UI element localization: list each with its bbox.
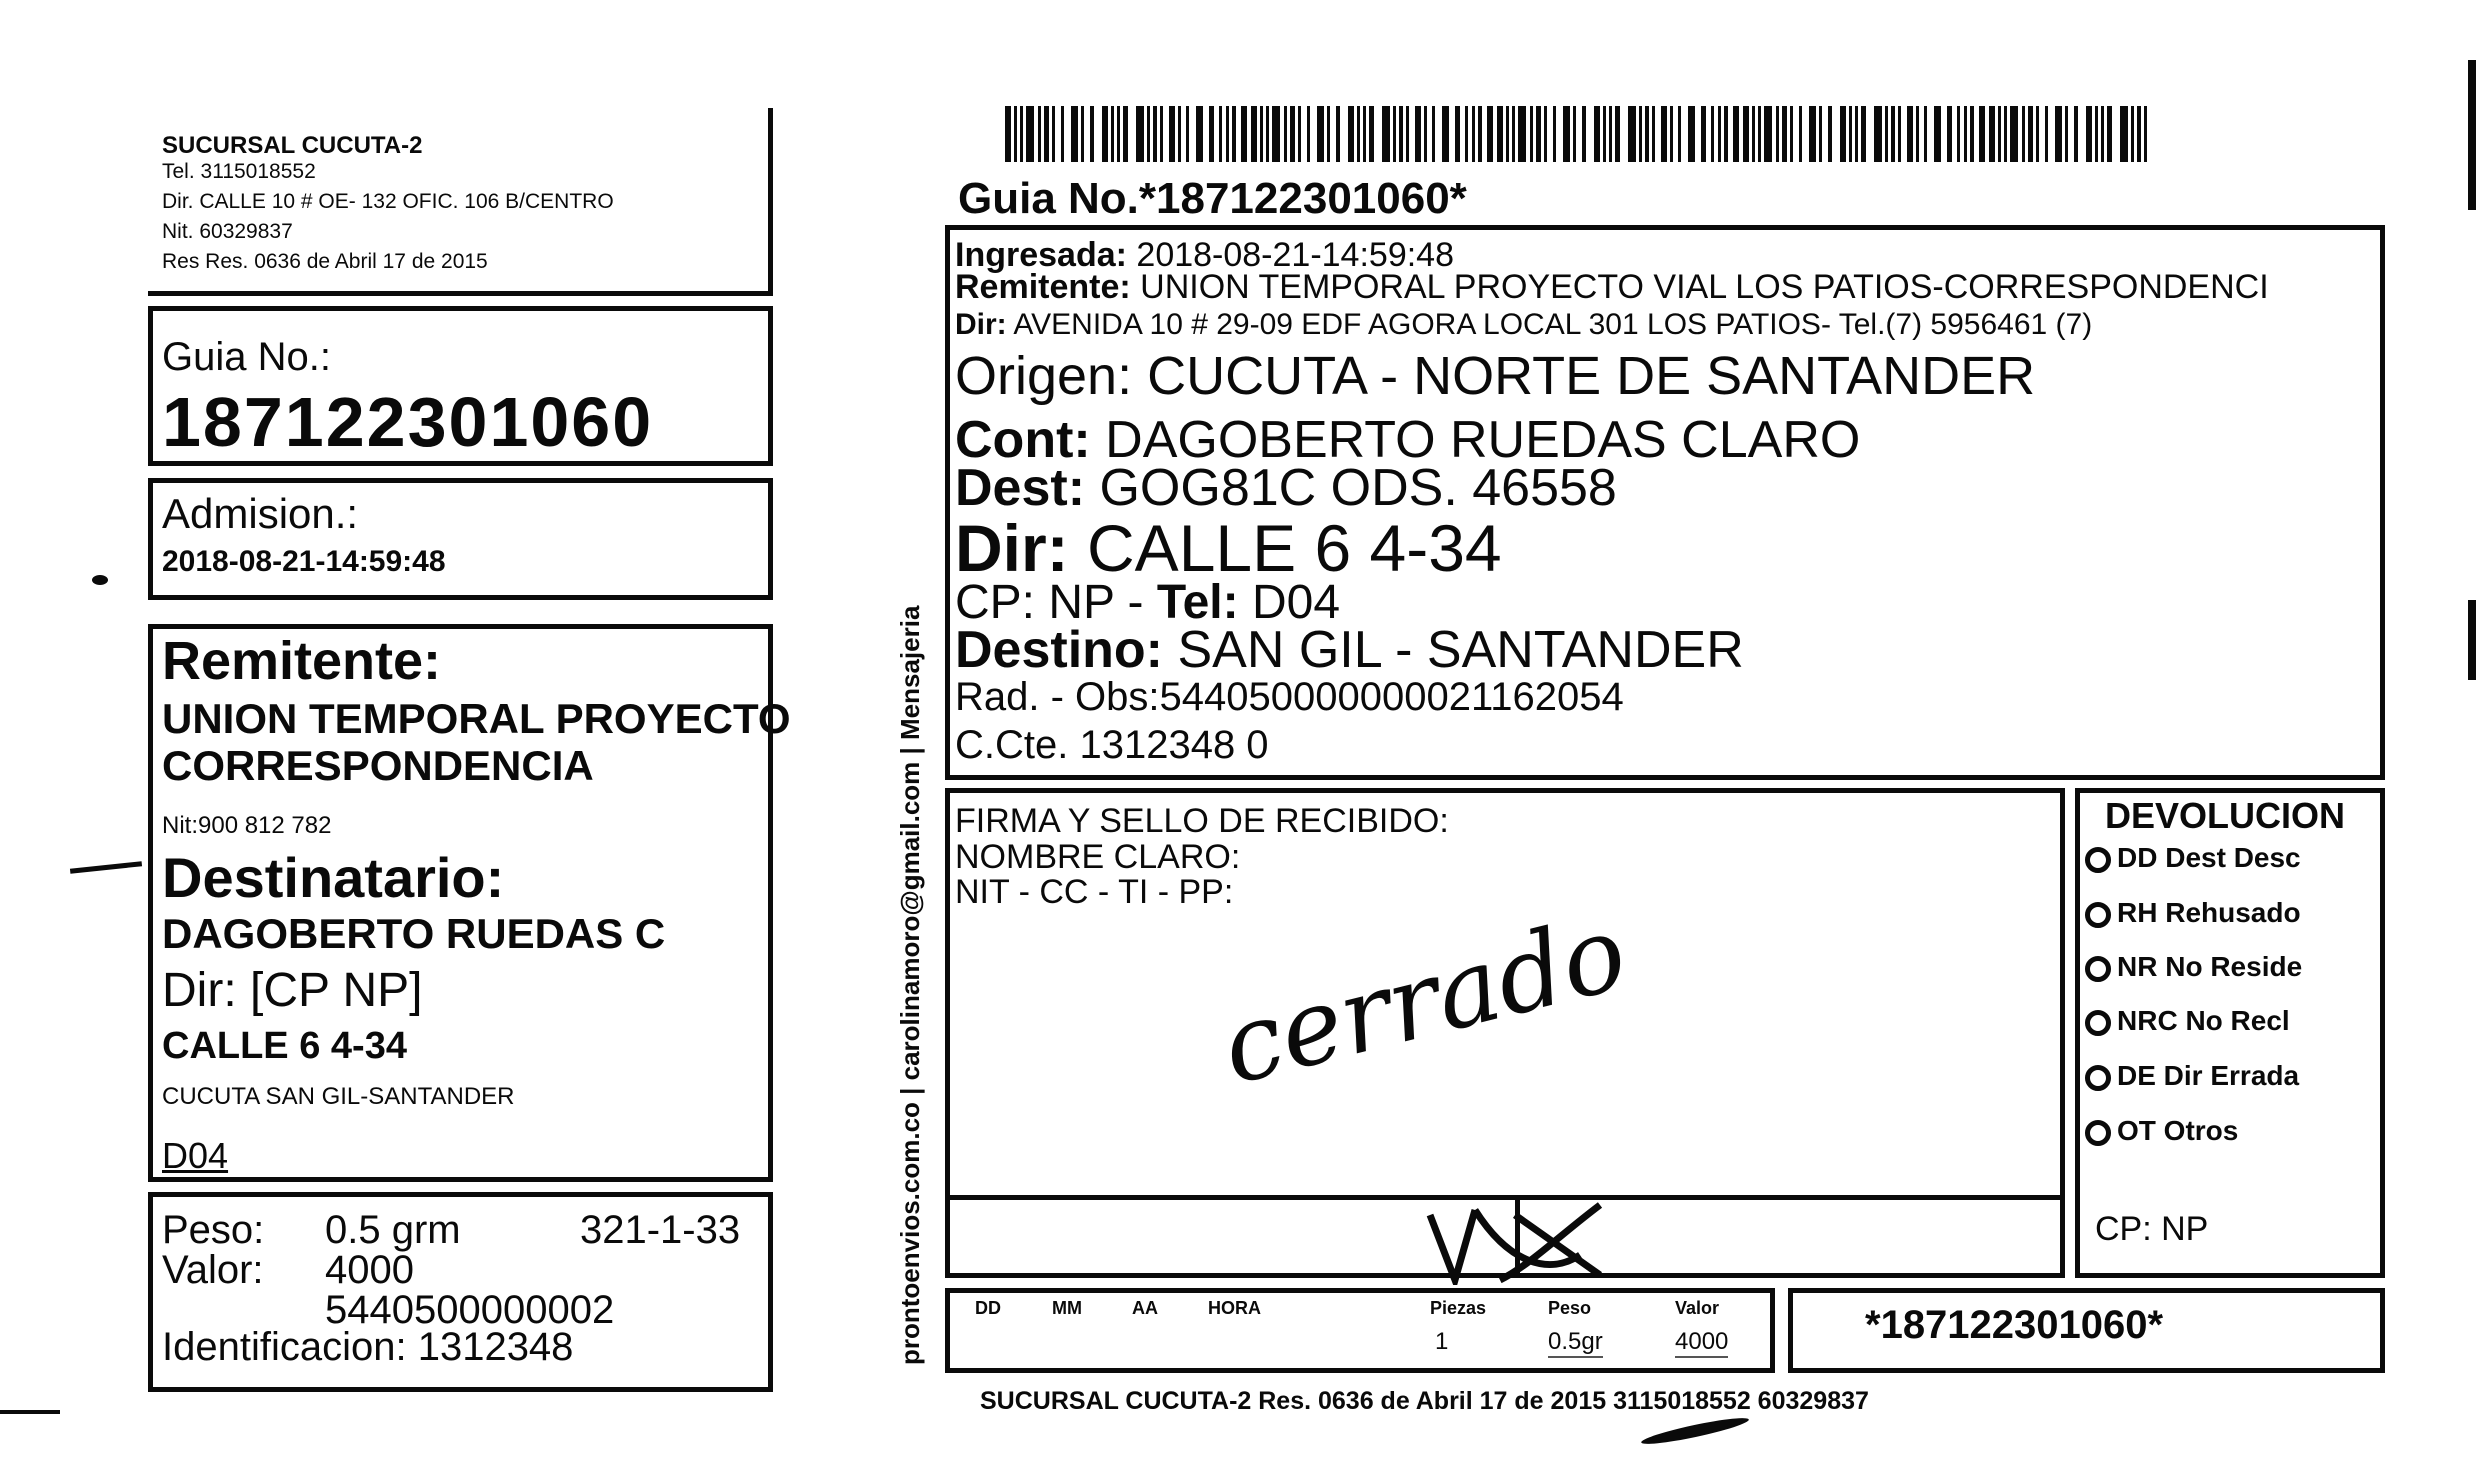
devolucion-cp: CP: NP bbox=[2095, 1210, 2209, 1248]
barcode-bar bbox=[1497, 106, 1503, 162]
destino-line bbox=[955, 620, 1744, 680]
shipment-code: 321-1-33 bbox=[580, 1208, 741, 1252]
barcode-bar bbox=[1512, 106, 1515, 162]
table-value-valor: 4000 bbox=[1675, 1328, 1728, 1358]
table-header-hora: HORA bbox=[1208, 1298, 1261, 1318]
dest-line bbox=[955, 458, 1617, 518]
barcode-bar bbox=[1718, 106, 1721, 162]
barcode-bar bbox=[2095, 106, 2098, 162]
table-header-aa: AA bbox=[1132, 1298, 1158, 1318]
barcode-bar bbox=[1478, 106, 1482, 162]
barcode-bar bbox=[1758, 106, 1761, 162]
branch-nit: Nit. 60329837 bbox=[162, 220, 293, 243]
footer-text: SUCURSAL CUCUTA-2 Res. 0636 de Abril 17 de 2015 3115018552 60329837 bbox=[980, 1387, 1869, 1415]
barcode-bar bbox=[1090, 106, 1094, 162]
devolucion-option-dd[interactable] bbox=[2085, 842, 2301, 874]
barcode-bar bbox=[1169, 106, 1175, 162]
radio-circle-icon bbox=[2085, 1065, 2111, 1091]
barcode-bar bbox=[2004, 106, 2007, 162]
guia-title: Guia No.*187122301060* bbox=[958, 174, 1467, 223]
dest-label: Dest: bbox=[955, 459, 1086, 517]
devolucion-option-label: NRC No Recl bbox=[2117, 1005, 2290, 1036]
barcode-bar bbox=[1799, 106, 1802, 162]
devolucion-option-de[interactable] bbox=[2085, 1060, 2299, 1092]
admision-date: 2018-08-21-14:59:48 bbox=[162, 545, 446, 578]
barcode-bar bbox=[1934, 106, 1941, 162]
barcode-bar bbox=[2065, 106, 2068, 162]
barcode-bar bbox=[1609, 106, 1612, 162]
barcode-bar bbox=[1382, 106, 1390, 162]
table-header-mm: MM bbox=[1052, 1298, 1082, 1318]
dest-code: D04 bbox=[162, 1135, 229, 1176]
barcode-bar bbox=[1924, 106, 1927, 162]
ccte: C.Cte. 1312348 0 bbox=[955, 723, 1269, 767]
barcode-bar bbox=[1553, 106, 1556, 162]
devolucion-option-label: DE Dir Errada bbox=[2117, 1060, 2300, 1091]
barcode-bar bbox=[1790, 106, 1793, 162]
barcode-bar bbox=[1399, 106, 1403, 162]
devolucion-option-ot[interactable] bbox=[2085, 1115, 2238, 1147]
barcode-bar bbox=[1415, 106, 1421, 162]
barcode-bar bbox=[1020, 106, 1023, 162]
dest-street: CALLE 6 4-34 bbox=[162, 1025, 407, 1067]
barcode-bar bbox=[1317, 106, 1324, 162]
barcode-bar bbox=[1840, 106, 1846, 162]
barcode-bar bbox=[1071, 106, 1078, 162]
table-value-peso: 0.5gr bbox=[1548, 1328, 1603, 1358]
barcode-bar bbox=[1226, 106, 1229, 162]
barcode-bar bbox=[2101, 106, 2104, 162]
barcode-bar bbox=[1776, 106, 1779, 162]
barcode-bar bbox=[1957, 106, 1960, 162]
remitente-right-label: Remitente: bbox=[955, 268, 1131, 306]
devolucion-option-label: DD Dest Desc bbox=[2117, 842, 2301, 873]
barcode-bar bbox=[1891, 106, 1895, 162]
barcode-bar bbox=[1061, 106, 1064, 162]
dest-city: CUCUTA SAN GIL-SANTANDER bbox=[162, 1083, 515, 1110]
barcode-bar bbox=[1284, 106, 1287, 162]
table-header-peso: Peso bbox=[1548, 1298, 1592, 1318]
devolucion-title: DEVOLUCION bbox=[2105, 795, 2346, 836]
devolucion-option-label: RH Rehusado bbox=[2117, 897, 2301, 928]
barcode-bar bbox=[1819, 106, 1822, 162]
barcode-bar bbox=[1081, 106, 1084, 162]
table-value-piezas: 1 bbox=[1435, 1328, 1449, 1355]
barcode-bar bbox=[1603, 106, 1606, 162]
branch-tel: Tel. 3115018552 bbox=[162, 160, 316, 183]
remitente-line1: UNION TEMPORAL PROYECTO bbox=[162, 695, 791, 742]
branch-res: Res Res. 0636 de Abril 17 de 2015 bbox=[162, 250, 488, 273]
barcode-bar bbox=[1241, 106, 1247, 162]
dir-value: AVENIDA 10 # 29-09 EDF AGORA LOCAL 301 LOS PATIOS- Tel.(7) 5956461 (7) bbox=[1013, 308, 2093, 341]
peso-label: Peso: bbox=[162, 1208, 265, 1252]
barcode-bar bbox=[1989, 106, 1995, 162]
barcode-bar bbox=[1369, 106, 1374, 162]
barcode-bar bbox=[1964, 106, 1967, 162]
destino-value: SAN GIL - SANTANDER bbox=[1177, 621, 1744, 679]
barcode-bar bbox=[2144, 106, 2147, 162]
barcode-bar bbox=[1272, 106, 1280, 162]
barcode-bar bbox=[1123, 106, 1128, 162]
barcode-bar bbox=[1290, 106, 1295, 162]
barcode-bar bbox=[1809, 106, 1816, 162]
barcode bbox=[1005, 106, 2155, 162]
barcode-bar bbox=[2074, 106, 2078, 162]
dest-value: GOG81C ODS. 46558 bbox=[1099, 459, 1617, 517]
remitente-label: Remitente: bbox=[162, 631, 442, 691]
barcode-bar bbox=[1661, 106, 1667, 162]
barcode-bar bbox=[1196, 106, 1203, 162]
barcode-bar bbox=[1219, 106, 1222, 162]
tel-value: D04 bbox=[1251, 576, 1341, 629]
vertical-contact-text: prontoenvios.com.co | carolinamoro@gmail.com | Mensajeria bbox=[895, 605, 925, 1365]
barcode-bar bbox=[1688, 106, 1695, 162]
barcode-bar bbox=[1652, 106, 1655, 162]
radio-circle-icon bbox=[2085, 847, 2111, 873]
devolucion-option-nrc[interactable] bbox=[2085, 1005, 2290, 1037]
barcode-bar bbox=[1855, 106, 1858, 162]
barcode-bar bbox=[1874, 106, 1882, 162]
barcode-bar bbox=[1898, 106, 1901, 162]
branch-dir: Dir. CALLE 10 # OE- 132 OFIC. 106 B/CENTRO bbox=[162, 190, 614, 213]
barcode-bar bbox=[1530, 106, 1533, 162]
barcode-bar bbox=[1472, 106, 1475, 162]
barcode-bar bbox=[1357, 106, 1360, 162]
barcode-bar bbox=[1307, 106, 1310, 162]
barcode-bar bbox=[1038, 106, 1041, 162]
barcode-bar bbox=[1424, 106, 1427, 162]
reference-number: 5440500000002 bbox=[325, 1288, 615, 1332]
barcode-bar bbox=[1764, 106, 1772, 162]
branch-name: SUCURSAL CUCUTA-2 bbox=[162, 132, 423, 159]
barcode-bar bbox=[1998, 106, 2001, 162]
barcode-bar bbox=[1947, 106, 1952, 162]
barcode-bar bbox=[2107, 106, 2112, 162]
cp-value: CP: NP - bbox=[955, 576, 1157, 629]
radio-circle-icon bbox=[2085, 1010, 2111, 1036]
barcode-bar bbox=[1916, 106, 1919, 162]
barcode-bar bbox=[1336, 106, 1340, 162]
origen: Origen: CUCUTA - NORTE DE SANTANDER bbox=[955, 346, 2036, 406]
barcode-bar bbox=[1186, 106, 1189, 162]
devolucion-option-nr[interactable] bbox=[2085, 951, 2302, 983]
radio-circle-icon bbox=[2085, 902, 2111, 928]
barcode-bar bbox=[1348, 106, 1354, 162]
barcode-bar bbox=[1147, 106, 1150, 162]
table-header-dd: DD bbox=[975, 1298, 1001, 1318]
barcode-bar bbox=[2131, 106, 2134, 162]
barcode-bar bbox=[1487, 106, 1493, 162]
barcode-bar bbox=[1885, 106, 1888, 162]
barcode-bar bbox=[1782, 106, 1787, 162]
barcode-bar bbox=[1563, 106, 1570, 162]
initials-mark bbox=[1420, 1195, 1620, 1285]
barcode-bar bbox=[1393, 106, 1396, 162]
destinatario-label: Destinatario: bbox=[162, 846, 505, 909]
barcode-bar bbox=[1582, 106, 1586, 162]
scan-mark bbox=[2468, 60, 2476, 210]
barcode-bar bbox=[1111, 106, 1114, 162]
barcode-bar bbox=[1849, 106, 1852, 162]
barcode-bar bbox=[1536, 106, 1541, 162]
barcode-bar bbox=[2137, 106, 2141, 162]
barcode-bar bbox=[1044, 106, 1049, 162]
barcode-bar bbox=[1645, 106, 1649, 162]
barcode-bar bbox=[1432, 106, 1435, 162]
barcode-bar bbox=[1678, 106, 1681, 162]
barcode-bar bbox=[1724, 106, 1728, 162]
table-header-valor: Valor bbox=[1675, 1298, 1720, 1318]
barcode-bar bbox=[1160, 106, 1163, 162]
valor-label: Valor: bbox=[162, 1248, 264, 1292]
barcode-bar bbox=[1506, 106, 1509, 162]
barcode-bar bbox=[2010, 106, 2018, 162]
barcode-text: *187122301060* bbox=[1865, 1303, 2164, 1347]
barcode-bar bbox=[1102, 106, 1108, 162]
dir-label: Dir: bbox=[955, 308, 1007, 341]
barcode-bar bbox=[1518, 106, 1526, 162]
barcode-bar bbox=[2045, 106, 2048, 162]
barcode-bar bbox=[1711, 106, 1714, 162]
barcode-bar bbox=[1861, 106, 1866, 162]
barcode-bar bbox=[2022, 106, 2025, 162]
valor-value: 4000 bbox=[325, 1248, 414, 1292]
dir2-label: Dir: bbox=[955, 511, 1069, 585]
scan-mark bbox=[0, 1410, 60, 1414]
identificacion: Identificacion: 1312348 bbox=[162, 1325, 574, 1369]
barcode-bar bbox=[1298, 106, 1301, 162]
remitente-line bbox=[955, 268, 2269, 307]
cont-label: Cont: bbox=[955, 411, 1091, 469]
devolucion-option-label: OT Otros bbox=[2117, 1115, 2239, 1146]
barcode-bar bbox=[1615, 106, 1620, 162]
barcode-bar bbox=[2028, 106, 2033, 162]
barcode-bar bbox=[1544, 106, 1547, 162]
dest-dir: Dir: [CP NP] bbox=[162, 964, 423, 1017]
firma-label: FIRMA Y SELLO DE RECIBIDO: bbox=[955, 802, 1449, 840]
dir2-value: CALLE 6 4-34 bbox=[1087, 511, 1502, 585]
barcode-bar bbox=[1670, 106, 1673, 162]
barcode-bar bbox=[1828, 106, 1832, 162]
cont-value: DAGOBERTO RUEDAS CLARO bbox=[1105, 411, 1861, 469]
scan-mark bbox=[1640, 1414, 1750, 1449]
devolucion-option-rh[interactable] bbox=[2085, 897, 2301, 929]
barcode-bar bbox=[1970, 106, 1974, 162]
barcode-bar bbox=[1442, 106, 1449, 162]
nombre-label: NOMBRE CLARO: bbox=[955, 838, 1241, 876]
handwritten-signature: cerrado bbox=[1210, 890, 1638, 1109]
barcode-bar bbox=[1251, 106, 1257, 162]
barcode-bar bbox=[1209, 106, 1214, 162]
barcode-bar bbox=[1117, 106, 1120, 162]
barcode-bar bbox=[1701, 106, 1706, 162]
barcode-bar bbox=[2120, 106, 2128, 162]
ingresada-value: 2018-08-21-14:59:48 bbox=[1136, 236, 1454, 274]
tel-label: Tel: bbox=[1156, 576, 1239, 629]
devolucion-option-label: NR No Reside bbox=[2117, 951, 2303, 982]
admision-label: Admision.: bbox=[162, 490, 359, 537]
barcode-bar bbox=[1327, 106, 1330, 162]
barcode-bar bbox=[2086, 106, 2092, 162]
barcode-bar bbox=[1260, 106, 1263, 162]
barcode-bar bbox=[1733, 106, 1739, 162]
remitente-nit: Nit:900 812 782 bbox=[162, 812, 332, 839]
peso-value: 0.5 grm bbox=[325, 1208, 461, 1252]
barcode-bar bbox=[1014, 106, 1017, 162]
radio-circle-icon bbox=[2085, 1120, 2111, 1146]
table-header-piezas: Piezas bbox=[1430, 1298, 1487, 1318]
barcode-bar bbox=[1573, 106, 1576, 162]
remitente-right-value: UNION TEMPORAL PROYECTO VIAL LOS PATIOS-CORRESPONDENCI bbox=[1140, 268, 2269, 306]
guia-number: 187122301060 bbox=[162, 383, 654, 461]
remitente-line2: CORRESPONDENCIA bbox=[162, 742, 594, 789]
destino-label: Destino: bbox=[955, 621, 1163, 679]
barcode-bar bbox=[1052, 106, 1055, 162]
barcode-bar bbox=[1907, 106, 1913, 162]
radio-circle-icon bbox=[2085, 956, 2111, 982]
dest-name: DAGOBERTO RUEDAS C bbox=[162, 910, 666, 957]
barcode-bar bbox=[1363, 106, 1366, 162]
barcode-bar bbox=[1594, 106, 1600, 162]
barcode-bar bbox=[1406, 106, 1409, 162]
barcode-bar bbox=[1743, 106, 1749, 162]
barcode-bar bbox=[1026, 106, 1034, 162]
scan-mark bbox=[92, 575, 108, 585]
barcode-bar bbox=[1232, 106, 1236, 162]
barcode-bar bbox=[1455, 106, 1460, 162]
barcode-bar bbox=[1136, 106, 1144, 162]
barcode-bar bbox=[1979, 106, 1985, 162]
barcode-bar bbox=[1465, 106, 1468, 162]
barcode-bar bbox=[1266, 106, 1269, 162]
barcode-bar bbox=[2036, 106, 2039, 162]
barcode-bar bbox=[1639, 106, 1642, 162]
rad-obs: Rad. - Obs:544050000000021162054 bbox=[955, 675, 1624, 719]
barcode-bar bbox=[1752, 106, 1755, 162]
ingresada-label: Ingresada: bbox=[955, 236, 1127, 274]
scan-mark bbox=[2468, 600, 2476, 680]
barcode-bar bbox=[1178, 106, 1181, 162]
guia-label: Guia No.: bbox=[162, 335, 331, 379]
barcode-bar bbox=[1005, 106, 1011, 162]
barcode-bar bbox=[2055, 106, 2062, 162]
nit-label: NIT - CC - TI - PP: bbox=[955, 873, 1234, 911]
scan-mark bbox=[70, 861, 142, 873]
barcode-bar bbox=[1153, 106, 1157, 162]
dir-line bbox=[955, 308, 2092, 342]
barcode-bar bbox=[1628, 106, 1636, 162]
